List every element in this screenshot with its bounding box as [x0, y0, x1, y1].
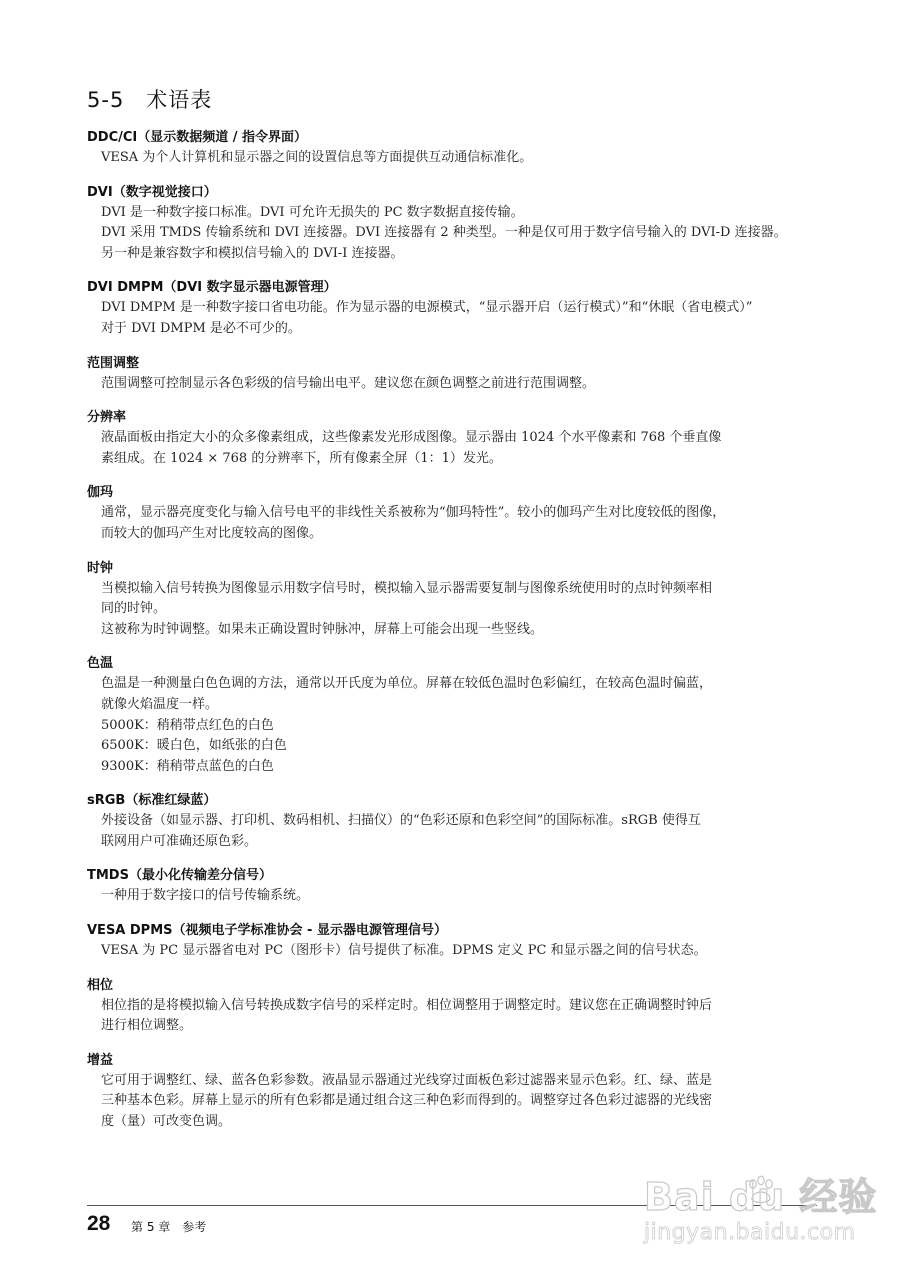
- glossary-entry: [87, 976, 827, 1037]
- glossary-term: 伽玛: [87, 485, 114, 501]
- glossary-definition-line: 9300K：稍稍带点蓝色的白色: [101, 758, 274, 774]
- glossary-definition-line: VESA 为个人计算机和显示器之间的设置信息等方面提供互动通信标准化。: [101, 150, 533, 165]
- baidu-jingyan-watermark: [640, 1160, 880, 1270]
- glossary-definition-line: 联网用户可准确还原色彩。: [101, 833, 258, 849]
- glossary-entry: [87, 1051, 827, 1133]
- glossary-definition-line: DVI 是一种数字接口标准。DVI 可允许无损失的 PC 数字数据直接传输。: [101, 204, 524, 220]
- glossary-definition-line: 另一种是兼容数字和模拟信号输入的 DVI-I 连接器。: [101, 245, 404, 261]
- glossary-term: DVI DMPM（DVI 数字显示器电源管理）: [87, 280, 337, 296]
- glossary-definition-line: DVI DMPM 是一种数字接口省电功能。作为显示器的电源模式，“显示器开启（运行模式）”和“休眠（省电模式）”: [101, 300, 753, 316]
- watermark-url: jingyan.baidu.com: [644, 1220, 856, 1245]
- glossary-definition-line: 度（量）可改变色调。: [101, 1114, 232, 1130]
- glossary-definition-line: 就像火焰温度一样。: [101, 696, 219, 712]
- glossary-definition-line: 当模拟输入信号转换为图像显示用数字信号时，模拟输入显示器需要复制与图像系统使用时的点时钟频率相: [101, 580, 713, 596]
- glossary-definition-line: DVI 采用 TMDS 传输系统和 DVI 连接器。DVI 连接器有 2 种类型。一种是仅可用于数字信号输入的 DVI-D 连接器。: [101, 225, 787, 241]
- glossary-definition-line: 这被称为时钟调整。如果未正确设置时钟脉冲，屏幕上可能会出现一些竖线。: [101, 621, 544, 637]
- glossary-definition-line: 色温是一种测量白色色调的方法，通常以开氏度为单位。屏幕在较低色温时色彩偏红，在较高色温时偏蓝，: [101, 676, 713, 692]
- glossary-entry: [87, 128, 827, 169]
- section-title: 5-5 术语表: [87, 88, 213, 112]
- glossary-definition-line: 一种用于数字接口的信号传输系统。: [101, 888, 310, 904]
- glossary-entry: [87, 559, 827, 641]
- glossary-term: 色温: [87, 656, 114, 672]
- glossary-definition-line: 范围调整可控制显示各色彩级的信号输出电平。建议您在颜色调整之前进行范围调整。: [101, 375, 596, 391]
- glossary-definition-line: 液晶面板由指定大小的众多像素组成，这些像素发光形成图像。显示器由 1024 个水平像素和 768 个垂直像: [101, 430, 722, 446]
- glossary-entry: [87, 183, 827, 265]
- glossary-definition-line: 相位指的是将模拟输入信号转换成数字信号的采样定时。相位调整用于调整定时。建议您在正确调整时钟后: [101, 997, 713, 1013]
- glossary-definition-line: 它可用于调整红、绿、蓝各色彩参数。液晶显示器通过光线穿过面板色彩过滤器来显示色彩。红、绿、蓝是: [101, 1072, 713, 1088]
- glossary-term: 分辨率: [87, 410, 127, 426]
- glossary-definition-line: 通常，显示器亮度变化与输入信号电平的非线性关系被称为“伽玛特性”。较小的伽玛产生对比度较低的图像，: [101, 505, 726, 521]
- glossary-definition-line: 6500K：暖白色，如纸张的白色: [101, 738, 287, 754]
- glossary-definition-line: 进行相位调整。: [101, 1018, 193, 1034]
- chapter-label: 第 5 章 参考: [131, 1220, 207, 1234]
- glossary-term: 增益: [87, 1052, 114, 1068]
- glossary-entry: [87, 278, 827, 339]
- glossary-term: VESA DPMS（视频电子学标准协会 - 显示器电源管理信号）: [87, 923, 447, 939]
- glossary-definition-line: 外接设备（如显示器、打印机、数码相机、扫描仪）的“色彩还原和色彩空间”的国际标准。sRGB 使得互: [101, 813, 701, 829]
- glossary-definition-line: 素组成。在 1024 × 768 的分辨率下，所有像素全屏（1：1）发光。: [101, 450, 502, 466]
- glossary-definition-line: VESA 为 PC 显示器省电对 PC（图形卡）信号提供了标准。DPMS 定义 PC 和显示器之间的信号状态。: [101, 943, 707, 959]
- glossary-definition-line: 同的时钟。: [101, 601, 167, 617]
- glossary-term: DVI（数字视觉接口）: [87, 184, 217, 200]
- glossary-entry: [87, 791, 827, 852]
- glossary-entry: [87, 654, 827, 777]
- glossary-term: 相位: [87, 977, 114, 993]
- glossary-definition-line: 对于 DVI DMPM 是必不可少的。: [101, 320, 301, 336]
- watermark-logo-text: Bai du 经验: [644, 1175, 878, 1219]
- glossary-entry: [87, 408, 827, 469]
- glossary-definition-line: 三种基本色彩。屏幕上显示的所有色彩都是通过组合这三种色彩而得到的。调整穿过各色彩过滤器的光线密: [101, 1093, 713, 1109]
- glossary-entry: [87, 354, 827, 395]
- glossary-term: 时钟: [87, 560, 114, 576]
- page-number: 28: [87, 1212, 111, 1235]
- glossary-list: [87, 128, 827, 1133]
- glossary-entry: [87, 921, 827, 962]
- glossary-term: sRGB（标准红绿蓝）: [87, 793, 217, 809]
- paw-icon: [744, 1174, 778, 1208]
- glossary-entry: [87, 483, 827, 544]
- glossary-term: 范围调整: [87, 355, 140, 371]
- glossary-definition-line: 5000K：稍稍带点红色的白色: [101, 717, 274, 733]
- glossary-entry: [87, 866, 827, 907]
- glossary-term: DDC/CI（显示数据频道 / 指令界面）: [87, 130, 308, 145]
- glossary-term: TMDS（最小化传输差分信号）: [87, 868, 272, 884]
- glossary-definition-line: 而较大的伽玛产生对比度较高的图像。: [101, 525, 323, 541]
